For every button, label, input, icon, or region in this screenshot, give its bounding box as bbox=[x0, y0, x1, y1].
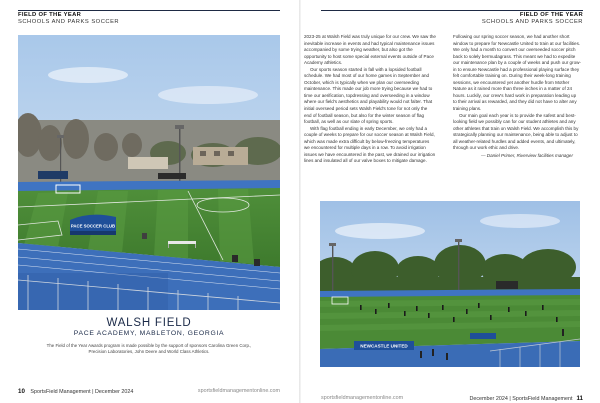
running-head-left bbox=[18, 10, 280, 26]
website-link[interactable]: sportsfieldmanagementonline.com bbox=[321, 395, 404, 401]
running-head-subtitle: SCHOOLS AND PARKS SOCCER bbox=[481, 19, 583, 25]
publication-info: December 2024 | SportsField Management bbox=[469, 396, 573, 402]
paragraph: With flag football ending in early December, we only had a couple of weeks to prepare for our soccer season at Walsh Field, which was made extra difficult by below-freezing temperatures we encountered for multiple days in a row. To avoid irrigation issues we have encountered in the past, we drained our irrigation lines and insulated all of our valve boxes to mitigate damage. bbox=[304, 125, 436, 164]
page-number: 11 bbox=[576, 395, 583, 402]
paragraph: Our main goal each year is to provide the safest and best-looking field we possibly can for our student athletes and any other athletes that train on Walsh Field. We accomplish this by strategically planning our maintenance, being able to adjust to all weather-related hurdles and added events, and ultimately, through our work ethic and drive. bbox=[453, 112, 579, 151]
newcastle-training-photo bbox=[320, 201, 580, 367]
bench-tent-banner: PACE SOCCER CLUB bbox=[70, 223, 116, 229]
article-column-2 bbox=[453, 34, 581, 159]
running-head-right bbox=[321, 10, 583, 26]
article-column-1 bbox=[304, 34, 436, 165]
field-location: PACE ACADEMY, MABLETON, GEORGIA bbox=[73, 330, 225, 337]
running-head-subtitle: SCHOOLS AND PARKS SOCCER bbox=[18, 19, 120, 25]
page-number: 10 bbox=[18, 388, 25, 395]
publication-info: SportsField Management | December 2024 bbox=[30, 389, 134, 395]
field-name: WALSH FIELD bbox=[106, 317, 192, 329]
running-head-title: FIELD OF THE YEAR bbox=[18, 12, 82, 18]
quote-attribution: — Daniel Primer, Riverview facilities manager bbox=[481, 152, 573, 158]
paragraph: Our sports season started in fall with a lopsided football schedule. We had most of our home games in September and October, which is typically when we plan our overseeding maintenance. This made our job more trying because we had to time our aerification, topdressing and overseeding in a window where our field's aesthetics and playability would not falter. That initial overseed period sets Walsh Field's tone for not only the end of football season, but also for the winter season of flag football, as well as our slate of spring sports. bbox=[304, 66, 433, 125]
sideline-banner: NEWCASTLE UNITED bbox=[360, 343, 408, 349]
running-head-title: FIELD OF THE YEAR bbox=[519, 12, 583, 18]
paragraph: Following our spring soccer season, we had another short window to prepare for Newcastle United to train at our facilities. We only had a month to convert our overseeded soccer pitch back to solely bermudagrass. This meant we had to expedite our maintenance plan by a couple of weeks and push our grow-in to ensure Newcastle had a professional playing surface they felt comfortable training on. During their week-long training sessions, we encountered yet another hurdle from Mother Nature as it rained more than three inches in a matter of 24 hours. Luckily, our crew's hard work in preparation leading up to their arrival as rewarded, and they did not have to alter any training plans. bbox=[453, 34, 581, 112]
walsh-field-photo bbox=[18, 35, 280, 310]
website-link[interactable]: sportsfieldmanagementonline.com bbox=[197, 388, 280, 394]
paragraph: 2023-25 at Walsh Field was truly unique for our crew. We saw the inevitable increase in events and had typical maintenance issues accompanied by some trying weather, but also got the opportunity to host some special external events outside of Pace Academy athletics. bbox=[304, 34, 436, 66]
sponsor-note: The Field of the Year Awards program is made possible by the support of sponsors Carolina Green Corp., Precision Laboratories, John Deere and World Class Athletics. bbox=[46, 343, 252, 355]
footer-left bbox=[18, 388, 280, 395]
